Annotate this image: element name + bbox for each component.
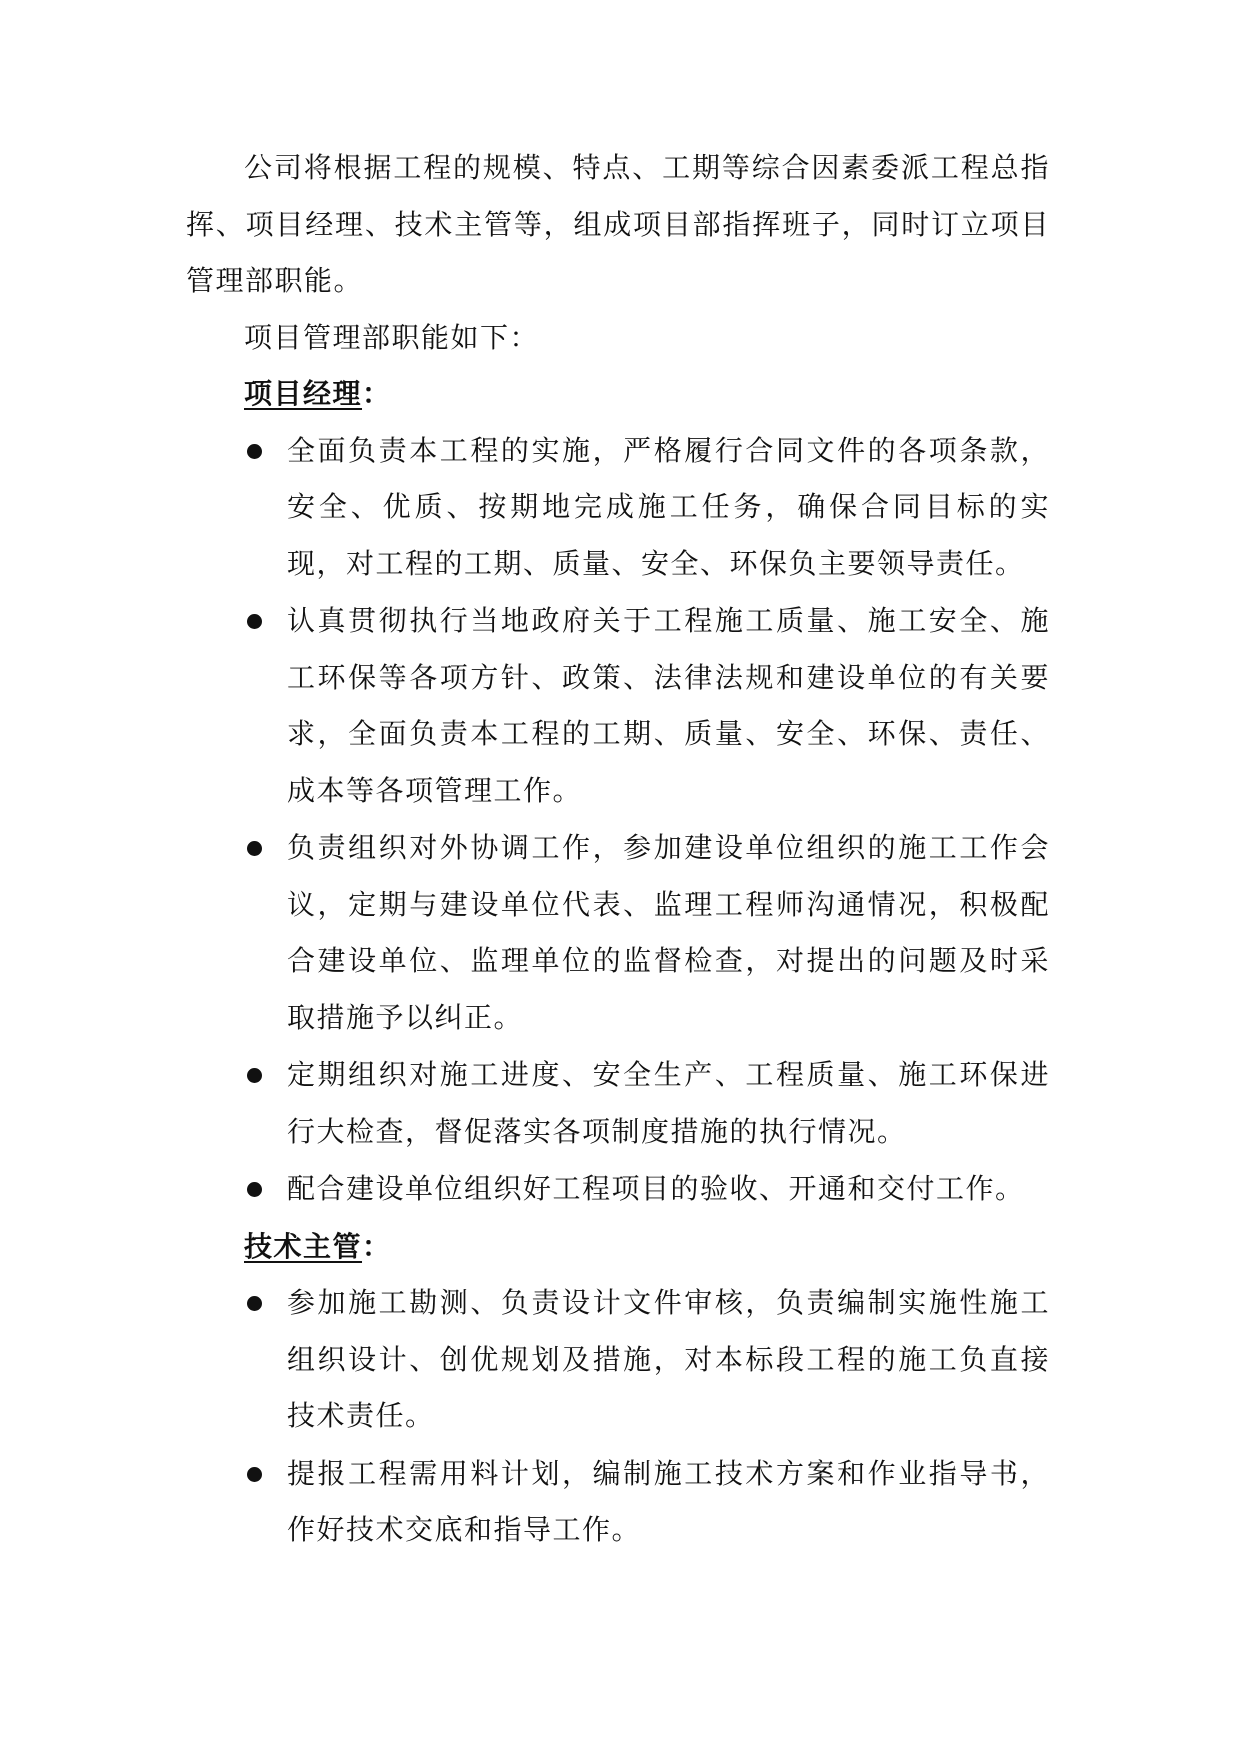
list-item-text: 配合建设单位组织好工程项目的验收、开通和交付工作。 — [287, 1172, 1025, 1205]
list-item-text: 参加施工勘测、负责设计文件审核，负责编制实施性施工组织设计、创优规划及措施，对本标段工程的施工负直接技术责任。 — [287, 1286, 1050, 1432]
section-heading-project-manager — [186, 366, 1050, 423]
list-item-text: 全面负责本工程的实施，严格履行合同文件的各项条款，安全、优质、按期地完成施工任务，确保合同目标的实现，对工程的工期、质量、安全、环保负主要领导责任。 — [287, 433, 1050, 580]
bullet-dot-icon — [247, 1296, 262, 1311]
section-heading-technical-supervisor — [186, 1219, 1050, 1276]
section-title-colon: ： — [362, 1229, 392, 1263]
list-item — [186, 1446, 1050, 1559]
list-item — [186, 1275, 1050, 1445]
project-manager-duties-list — [186, 423, 1050, 1218]
list-item-text: 负责组织对外协调工作，参加建设单位组织的施工工作会议，定期与建设单位代表、监理工程师沟通情况，积极配合建设单位、监理单位的监督检查，对提出的问题及时采取措施予以纠正。 — [287, 831, 1050, 1034]
list-item — [186, 1047, 1050, 1160]
bullet-dot-icon — [247, 1467, 262, 1482]
functions-lead-in: 项目管理部职能如下： — [244, 320, 540, 354]
list-item — [186, 1161, 1050, 1218]
list-item-text: 定期组织对施工进度、安全生产、工程质量、施工环保进行大检查，督促落实各项制度措施的执行情况。 — [287, 1058, 1050, 1148]
bullet-dot-icon — [247, 841, 262, 856]
section-title: 项目经理 — [244, 377, 363, 410]
section-title: 技术主管 — [244, 1229, 363, 1263]
list-item-text: 认真贯彻执行当地政府关于工程施工质量、施工安全、施工环保等各项方针、政策、法律法规和建设单位的有关要求，全面负责本工程的工期、质量、安全、环保、责任、成本等各项管理工作。 — [287, 604, 1050, 807]
bullet-dot-icon — [247, 1182, 262, 1197]
list-item-text: 提报工程需用料计划，编制施工技术方案和作业指导书，作好技术交底和指导工作。 — [287, 1456, 1050, 1546]
section-title-colon: ： — [362, 377, 392, 410]
list-item — [186, 423, 1050, 593]
intro-paragraph: 公司将根据工程的规模、特点、工期等综合因素委派工程总指挥、项目经理、技术主管等，组成项目部指挥班子，同时订立项目管理部职能。 — [186, 151, 1050, 297]
bullet-dot-icon — [247, 1068, 262, 1083]
bullet-dot-icon — [247, 444, 262, 459]
document-body — [186, 140, 1050, 1560]
bullet-dot-icon — [247, 614, 262, 629]
list-item — [186, 820, 1050, 1046]
technical-supervisor-duties-list — [186, 1275, 1050, 1559]
list-item — [186, 593, 1050, 819]
